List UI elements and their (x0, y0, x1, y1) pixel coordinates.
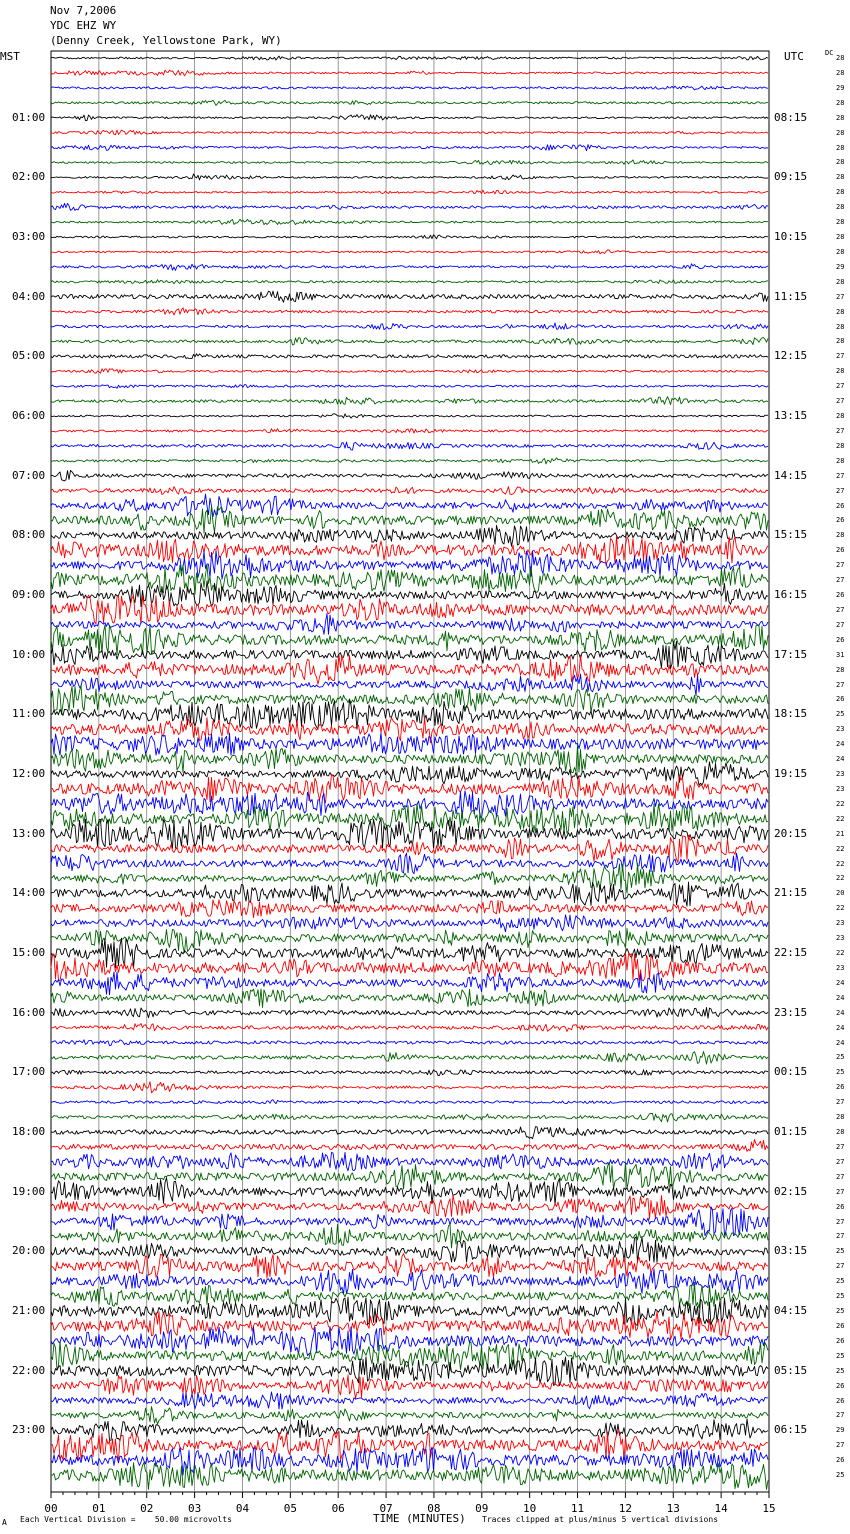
dc-offset-value: 28 (836, 113, 845, 122)
dc-offset-value: 28 (836, 337, 845, 346)
trace-green (51, 685, 768, 714)
trace-red (51, 595, 768, 624)
left-hour-label: 11:00 (12, 707, 46, 721)
trace-red (51, 1082, 768, 1093)
dc-offset-value: 28 (836, 441, 845, 450)
dc-offset-value: 28 (836, 277, 845, 286)
dc-offset-value: 28 (836, 188, 845, 197)
left-hour-label: 07:00 (12, 468, 46, 482)
trace-green (51, 864, 768, 894)
dc-offset-value: 25 (836, 1471, 845, 1480)
trace-black (51, 56, 768, 60)
left-hour-label: 19:00 (12, 1184, 46, 1198)
trace-green (51, 1052, 768, 1065)
dc-offset-value: 27 (836, 1172, 845, 1181)
trace-green (51, 746, 768, 773)
station-location: (Denny Creek, Yellowstone Park, WY) (50, 34, 282, 47)
dc-offset-value: 27 (836, 1441, 845, 1450)
dc-offset-value: 26 (836, 501, 845, 510)
dc-offset-value: 25 (836, 1247, 845, 1256)
right-timezone-label: UTC (784, 50, 804, 63)
x-tick-label: 05 (283, 1502, 297, 1515)
dc-offset-value: 26 (836, 1202, 845, 1211)
vertical-division-note: Each Vertical Division = 50.00 microvolts (20, 1515, 232, 1524)
right-hour-label: 02:15 (774, 1184, 808, 1198)
dc-offset-value: 23 (836, 919, 845, 928)
trace-black (51, 414, 768, 418)
trace-red (51, 1432, 768, 1461)
trace-black (51, 354, 768, 359)
right-hour-label: 00:15 (774, 1065, 808, 1079)
right-hour-label: 08:15 (774, 110, 808, 124)
x-tick-label: 04 (235, 1502, 250, 1515)
right-hour-label: 11:15 (774, 289, 808, 303)
trace-black (51, 174, 768, 180)
dc-offset-value: 22 (836, 814, 845, 823)
trace-green (51, 506, 768, 533)
left-hour-label: 13:00 (12, 826, 46, 840)
dc-offset-value: 26 (836, 695, 845, 704)
trace-red (51, 369, 768, 374)
dc-offset-value: 27 (836, 1098, 845, 1107)
trace-blue (51, 853, 768, 874)
dc-offset-value: 25 (836, 1307, 845, 1315)
left-hour-label: 16:00 (12, 1005, 46, 1019)
left-hour-label: 18:00 (12, 1125, 46, 1138)
trace-green (51, 280, 768, 284)
left-hour-label: 01:00 (12, 110, 46, 124)
right-hour-label: 23:15 (774, 1005, 808, 1019)
right-hour-label: 10:15 (774, 230, 808, 243)
dc-offset-value: 22 (836, 859, 845, 868)
trace-black (51, 1178, 768, 1205)
left-hour-label: 09:00 (12, 588, 46, 601)
dc-offset-value: 27 (836, 1232, 845, 1241)
left-hour-label: 14:00 (12, 886, 46, 900)
dc-offset-value: 28 (836, 367, 845, 376)
right-hour-label: 12:15 (774, 349, 808, 363)
trace-red (51, 1024, 768, 1032)
dc-offset-value: 27 (836, 426, 845, 435)
left-hour-label: 02:00 (12, 170, 46, 184)
dc-offset-value: 24 (836, 1008, 845, 1017)
trace-blue (51, 1100, 768, 1104)
dc-offset-value: 22 (836, 949, 845, 957)
trace-black (51, 1070, 768, 1076)
trace-blue (51, 733, 768, 755)
trace-green (51, 160, 768, 165)
dc-offset-value: 24 (836, 978, 845, 987)
trace-red (51, 429, 768, 434)
right-hour-label: 06:15 (774, 1423, 808, 1437)
dc-offset-value: 26 (836, 1083, 845, 1092)
dc-offset-value: 23 (836, 770, 845, 778)
dc-offset-value: 22 (836, 874, 845, 883)
trace-red (51, 900, 768, 918)
left-hour-label: 10:00 (12, 647, 46, 661)
trace-red (51, 487, 768, 495)
dc-offset-value: 28 (836, 98, 845, 107)
trace-blue (51, 494, 768, 517)
trace-blue (51, 1392, 768, 1409)
dc-offset-value: 22 (836, 904, 845, 913)
trace-green (51, 458, 768, 464)
dc-offset-value: 27 (836, 620, 845, 629)
dc-offset-value: 28 (836, 218, 845, 227)
dc-offset-value: 28 (836, 322, 845, 331)
dc-offset-value: 25 (836, 1351, 845, 1360)
left-hour-label: 22:00 (12, 1363, 46, 1377)
dc-offset-value: 28 (836, 128, 845, 137)
dc-offset-value: 27 (836, 680, 845, 689)
dc-offset-value: 27 (836, 397, 845, 406)
dc-offset-value: 28 (836, 143, 845, 152)
trace-blue (51, 442, 768, 450)
trace-green (51, 1407, 768, 1425)
dc-offset-value: 28 (836, 173, 845, 182)
plot-date: Nov 7,2006 (50, 4, 117, 17)
trace-black (51, 235, 768, 239)
right-hour-label: 16:15 (774, 588, 808, 601)
left-hour-label: 15:00 (12, 946, 46, 959)
dc-offset-value: 27 (836, 1217, 845, 1226)
dc-offset-value: 27 (836, 292, 845, 301)
trace-blue (51, 972, 768, 995)
trace-red (51, 190, 768, 194)
station-code: YDC EHZ WY (50, 19, 117, 32)
dc-offset-value: 26 (836, 1396, 845, 1405)
x-tick-label: 08 (427, 1502, 441, 1515)
trace-blue (51, 323, 768, 330)
dc-offset-value: 25 (836, 1366, 845, 1375)
dc-offset-value: 28 (836, 456, 845, 465)
dc-offset-value: 27 (836, 486, 845, 495)
trace-blue (51, 203, 768, 210)
dc-offset-value: 25 (836, 710, 845, 719)
trace-green (51, 625, 768, 655)
trace-blue (51, 674, 768, 696)
dc-offset-value: 27 (836, 605, 845, 614)
trace-red (51, 1312, 768, 1340)
x-tick-label: 00 (44, 1502, 58, 1515)
trace-blue (51, 1040, 768, 1046)
dc-offset-value: 26 (836, 516, 845, 525)
dc-offset-value: 24 (836, 993, 845, 1002)
dc-offset-value: 27 (836, 352, 845, 361)
dc-offset-value: 31 (836, 650, 845, 659)
dc-offset-value: 28 (836, 203, 845, 212)
trace-blue (51, 613, 768, 634)
trace-blue (51, 86, 768, 90)
dc-offset-value: 23 (836, 725, 845, 734)
dc-offset-value: 29 (836, 1426, 845, 1435)
dc-offset-value: 24 (836, 755, 845, 764)
right-hour-label: 17:15 (774, 647, 808, 661)
dc-offset-value: 26 (836, 1321, 845, 1330)
dc-offset-value: 28 (836, 1113, 845, 1122)
clip-note: Traces clipped at plus/minus 5 vertical divisions (482, 1515, 719, 1524)
dc-offset-value: 26 (836, 546, 845, 555)
x-tick-label: 11 (570, 1502, 585, 1515)
right-hour-label: 03:15 (774, 1244, 808, 1258)
dc-offset-value: 27 (836, 471, 845, 480)
x-tick-label: 02 (140, 1502, 154, 1515)
right-hour-label: 20:15 (774, 826, 808, 840)
left-hour-label: 17:00 (12, 1065, 46, 1079)
right-hour-label: 15:15 (774, 528, 808, 542)
dc-offset-value: 28 (836, 54, 845, 62)
left-hour-label: 03:00 (12, 230, 46, 243)
trace-red (51, 130, 768, 135)
right-hour-label: 04:15 (774, 1304, 808, 1317)
trace-red (51, 1139, 768, 1151)
dc-header-label: DC (825, 49, 834, 57)
dc-offset-value: 28 (836, 412, 845, 420)
left-hour-label: 05:00 (12, 349, 46, 363)
trace-blue (51, 264, 768, 271)
x-tick-label: 10 (523, 1502, 537, 1515)
dc-offset-value: 27 (836, 576, 845, 585)
dc-offset-value: 24 (836, 1023, 845, 1032)
dc-offset-value: 20 (836, 889, 845, 898)
trace-red (51, 717, 768, 743)
trace-red (51, 308, 768, 315)
trace-black (51, 115, 768, 121)
trace-black (51, 581, 768, 607)
dc-offset-value: 25 (836, 1292, 845, 1301)
right-hour-label: 21:15 (774, 886, 808, 900)
x-tick-label: 14 (714, 1502, 728, 1515)
trace-black (51, 641, 768, 668)
trace-black (51, 882, 768, 906)
left-hour-label: 23:00 (12, 1423, 46, 1437)
left-hour-label: 08:00 (12, 528, 46, 542)
dc-offset-value: 27 (836, 382, 845, 391)
dc-offset-value: 27 (836, 1411, 845, 1420)
trace-black (51, 762, 768, 785)
left-hour-label: 04:00 (12, 289, 46, 303)
trace-red (51, 774, 768, 803)
left-timezone-label: MST (0, 50, 20, 63)
dc-offset-value: 28 (836, 68, 845, 77)
dc-offset-value: 28 (836, 158, 845, 167)
trace-blue (51, 915, 768, 932)
left-hour-label: 20:00 (12, 1244, 46, 1258)
trace-black (51, 291, 768, 302)
trace-green (51, 100, 768, 105)
dc-offset-value: 26 (836, 635, 845, 644)
x-tick-label: 13 (666, 1502, 680, 1515)
dc-offset-value: 29 (836, 83, 845, 92)
dc-offset-value: 27 (836, 1157, 845, 1166)
right-hour-label: 13:15 (774, 409, 808, 422)
right-hour-label: 18:15 (774, 707, 808, 721)
left-hour-label: 21:00 (12, 1304, 46, 1317)
trace-red (51, 70, 768, 76)
x-tick-label: 07 (379, 1502, 393, 1515)
dc-offset-value: 23 (836, 784, 845, 793)
dc-offset-value: 28 (836, 307, 845, 316)
trace-blue (51, 1152, 768, 1171)
trace-blue (51, 1269, 768, 1294)
dc-offset-value: 28 (836, 247, 845, 256)
dc-offset-value: 23 (836, 963, 845, 972)
trace-black (51, 1007, 768, 1018)
dc-offset-value: 29 (836, 262, 845, 271)
trace-black (51, 1297, 768, 1325)
dc-offset-value: 23 (836, 934, 845, 943)
trace-green (51, 338, 768, 345)
right-hour-label: 22:15 (774, 946, 808, 959)
right-hour-label: 09:15 (774, 170, 808, 184)
dc-offset-value: 26 (836, 1381, 845, 1390)
trace-red (51, 250, 768, 254)
dc-offset-value: 24 (836, 1038, 845, 1047)
dc-offset-value: 27 (836, 561, 845, 570)
dc-offset-value: 24 (836, 740, 845, 749)
trace-blue (51, 1327, 768, 1356)
dc-offset-value: 28 (836, 1128, 845, 1136)
trace-green (51, 989, 768, 1008)
trace-green (51, 397, 768, 405)
x-tick-label: 06 (331, 1502, 345, 1515)
dc-offset-value: 25 (836, 1068, 845, 1077)
left-hour-label: 06:00 (12, 409, 46, 422)
trace-green (51, 219, 768, 224)
dc-offset-value: 26 (836, 1336, 845, 1345)
right-hour-label: 14:15 (774, 468, 808, 482)
right-hour-label: 19:15 (774, 767, 808, 780)
x-tick-label: 15 (762, 1502, 776, 1515)
dc-offset-value: 26 (836, 591, 845, 599)
right-hour-label: 05:15 (774, 1363, 808, 1377)
dc-offset-value: 28 (836, 233, 845, 241)
dc-offset-value: 25 (836, 1053, 845, 1062)
dc-offset-value: 22 (836, 844, 845, 853)
dc-offset-value: 25 (836, 1277, 845, 1286)
trace-black (51, 1127, 768, 1139)
trace-green (51, 1114, 768, 1123)
trace-black (51, 471, 768, 481)
dc-offset-value: 28 (836, 531, 845, 540)
corner-mark: A (2, 1518, 7, 1527)
dc-offset-value: 27 (836, 1262, 845, 1271)
dc-offset-value: 21 (836, 829, 845, 838)
trace-blue (51, 145, 768, 151)
x-tick-label: 09 (475, 1502, 489, 1515)
x-tick-label: 12 (618, 1502, 633, 1515)
dc-offset-value: 22 (836, 799, 845, 808)
x-tick-label: 03 (187, 1502, 202, 1515)
dc-offset-value: 27 (836, 1142, 845, 1151)
dc-offset-value: 27 (836, 1187, 845, 1196)
right-hour-label: 01:15 (774, 1125, 808, 1138)
trace-green (51, 1282, 768, 1308)
left-hour-label: 12:00 (12, 767, 46, 780)
trace-green (51, 1224, 768, 1248)
trace-blue (51, 385, 768, 389)
x-axis-title: TIME (MINUTES) (373, 1512, 466, 1525)
trace-red (51, 1375, 768, 1398)
dc-offset-value: 26 (836, 1456, 845, 1465)
dc-offset-value: 28 (836, 665, 845, 674)
x-tick-label: 01 (92, 1502, 106, 1515)
